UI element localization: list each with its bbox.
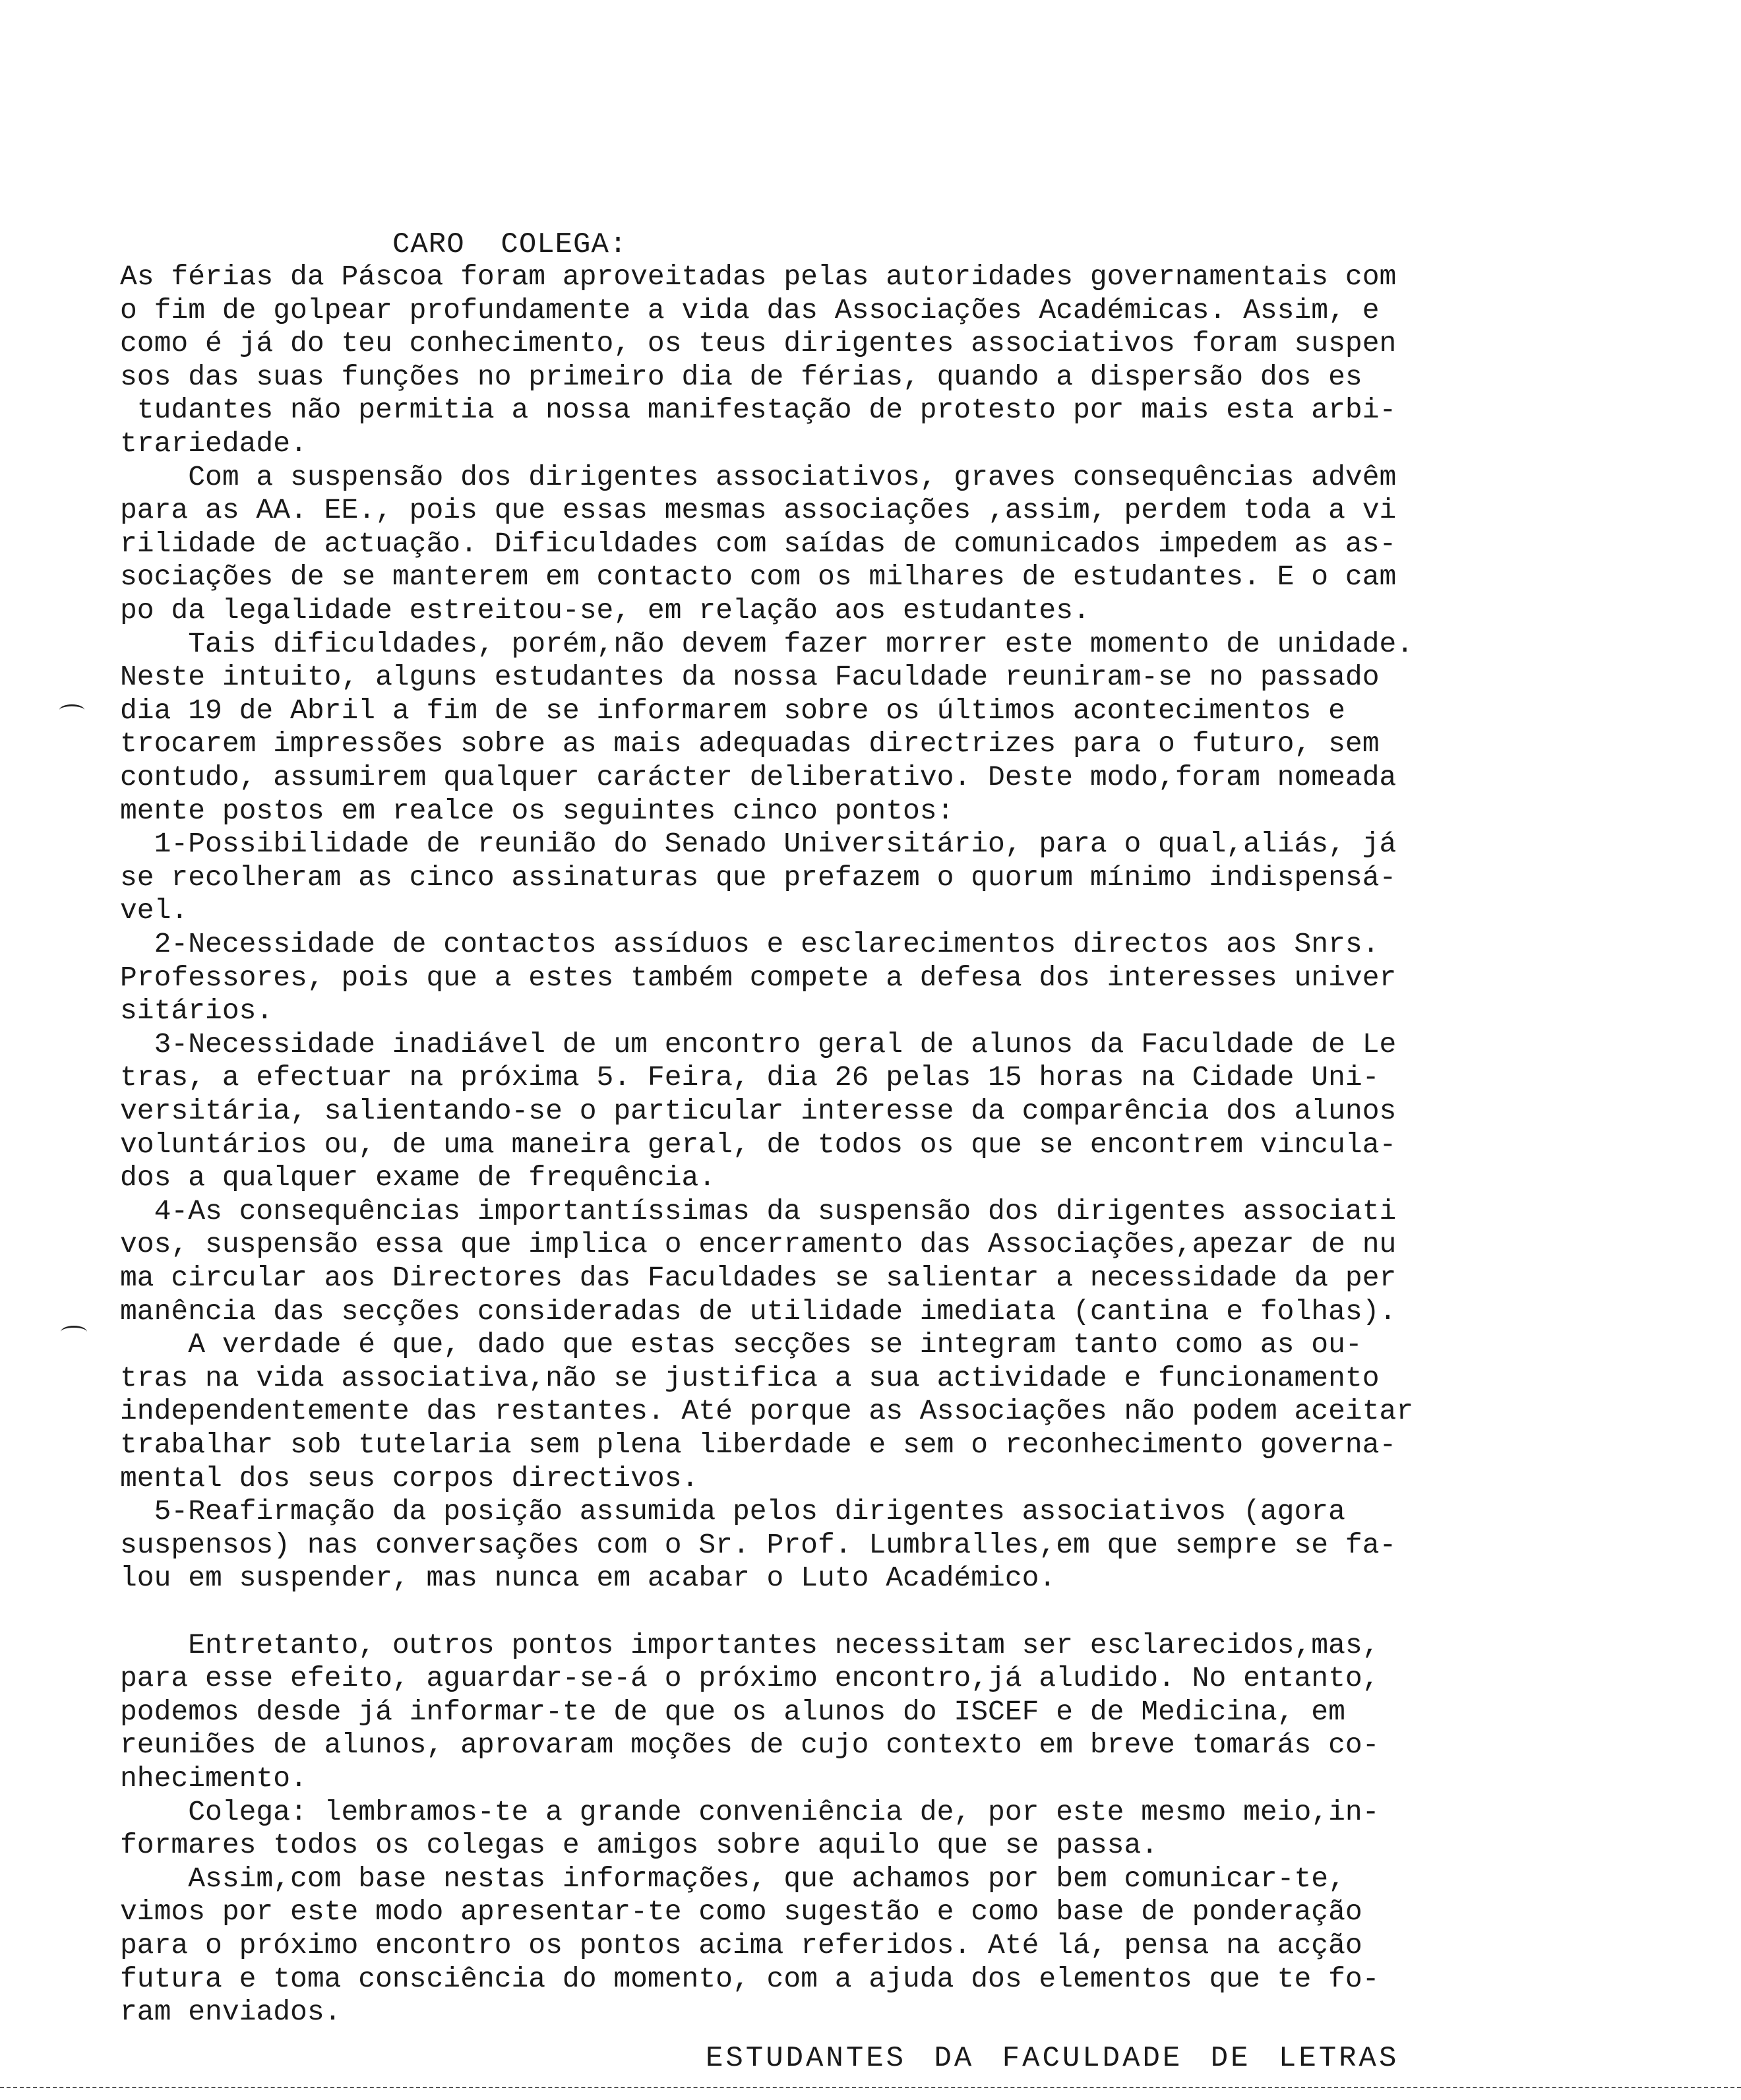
text-line: Com a suspensão dos dirigentes associativos, graves consequências advêm — [120, 461, 1397, 493]
text-line: 1-Possibilidade de reunião do Senado Universitário, para o qual,aliás, já — [120, 828, 1397, 860]
text-line: Colega: lembramos-te a grande conveniência de, por este mesmo meio,in- — [120, 1796, 1380, 1828]
text-line: futura e toma consciência do momento, com a ajuda dos elementos que te fo- — [120, 1963, 1380, 1995]
text-line: trocarem impressões sobre as mais adequadas directrizes para o futuro, sem — [120, 727, 1380, 760]
text-line: para o próximo encontro os pontos acima referidos. Até lá, pensa na acção — [120, 1929, 1362, 1961]
text-line: podemos desde já informar-te de que os alunos do ISCEF e de Medicina, em — [120, 1696, 1345, 1728]
text-line: mental dos seus corpos directivos. — [120, 1462, 699, 1495]
text-line: dia 19 de Abril a fim de se informarem sobre os últimos acontecimentos e — [120, 695, 1345, 727]
text-line: 4-As consequências importantíssimas da suspensão dos dirigentes associati — [120, 1195, 1397, 1227]
greeting: CARO COLEGA: — [392, 228, 628, 261]
text-line: tras, a efectuar na próxima 5. Feira, dia 26 pelas 15 horas na Cidade Uni- — [120, 1061, 1380, 1094]
text-line: dos a qualquer exame de frequência. — [120, 1161, 716, 1194]
text-line: vos, suspensão essa que implica o encerramento das Associações,apezar de nu — [120, 1228, 1397, 1260]
signature: ESTUDANTES DA FACULDADE DE LETRAS — [706, 2042, 1399, 2075]
margin-mark — [61, 1326, 87, 1338]
text-line: manência das secções consideradas de utilidade imediata (cantina e folhas). — [120, 1295, 1397, 1328]
text-line: 2-Necessidade de contactos assíduos e esclarecimentos directos aos Snrs. — [120, 928, 1380, 960]
text-line: reuniões de alunos, aprovaram moções de cujo contexto em breve tomarás co- — [120, 1729, 1380, 1761]
text-line: suspensos) nas conversações com o Sr. Prof. Lumbralles,em que sempre se fa- — [120, 1529, 1397, 1561]
text-line: po da legalidade estreitou-se, em relação aos estudantes. — [120, 594, 1090, 627]
text-line: trabalhar sob tutelaria sem plena liberdade e sem o reconhecimento governa- — [120, 1429, 1397, 1461]
text-line: nhecimento. — [120, 1762, 307, 1795]
text-line: 3-Necessidade inadiável de um encontro geral de alunos da Faculdade de Le — [120, 1028, 1397, 1061]
page-edge — [0, 2087, 1741, 2088]
text-line: sos das suas funções no primeiro dia de férias, quando a dispersão dos es — [120, 361, 1362, 393]
text-line: ma circular aos Directores das Faculdades se salientar a necessidade da per — [120, 1262, 1397, 1294]
text-line: formares todos os colegas e amigos sobre aquilo que se passa. — [120, 1829, 1159, 1861]
text-line: para as AA. EE., pois que essas mesmas associações ,assim, perdem toda a vi — [120, 494, 1397, 526]
text-line: Entretanto, outros pontos importantes necessitam ser esclarecidos,mas, — [120, 1629, 1380, 1661]
text-line: se recolheram as cinco assinaturas que prefazem o quorum mínimo indispensá- — [120, 861, 1397, 894]
text-line: Assim,com base nestas informações, que achamos por bem comunicar-te, — [120, 1863, 1345, 1895]
text-line: independentemente das restantes. Até porque as Associações não podem aceitar — [120, 1395, 1414, 1427]
text-line: rilidade de actuação. Dificuldades com saídas de comunicados impedem as as- — [120, 528, 1397, 560]
text-line: Neste intuito, alguns estudantes da nossa Faculdade reuniram-se no passado — [120, 661, 1380, 693]
text-line: lou em suspender, mas nunca em acabar o Luto Académico. — [120, 1562, 1056, 1594]
text-line: A verdade é que, dado que estas secções se integram tanto como as ou- — [120, 1328, 1362, 1361]
text-line: 5-Reafirmação da posição assumida pelos dirigentes associativos (agora — [120, 1495, 1345, 1528]
text-line: As férias da Páscoa foram aproveitadas pelas autoridades governamentais com — [120, 261, 1397, 293]
text-line: contudo, assumirem qualquer carácter deliberativo. Deste modo,foram nomeada — [120, 761, 1397, 793]
text-line: trariedade. — [120, 427, 307, 460]
text-line: como é já do teu conhecimento, os teus dirigentes associativos foram suspen — [120, 327, 1397, 359]
text-line: Tais dificuldades, porém,não devem fazer morrer este momento de unidade. — [120, 628, 1414, 660]
text-line: voluntários ou, de uma maneira geral, de todos os que se encontrem vincula- — [120, 1128, 1397, 1161]
text-line: ram enviados. — [120, 1996, 342, 2028]
text-line: o fim de golpear profundamente a vida das Associações Académicas. Assim, e — [120, 294, 1380, 326]
text-line: sitários. — [120, 995, 274, 1027]
text-line: sociações de se manterem em contacto com os milhares de estudantes. E o cam — [120, 561, 1397, 593]
margin-mark — [59, 704, 84, 716]
text-line: mente postos em realce os seguintes cinco pontos: — [120, 795, 954, 827]
text-line: vimos por este modo apresentar-te como sugestão e como base de ponderação — [120, 1896, 1362, 1928]
text-line: para esse efeito, aguardar-se-á o próximo encontro,já aludido. No entanto, — [120, 1662, 1380, 1694]
text-line: tudantes não permitia a nossa manifestação de protesto por mais esta arbi- — [120, 394, 1397, 426]
text-line: vel. — [120, 894, 189, 927]
text-line: Professores, pois que a estes também compete a defesa dos interesses univer — [120, 962, 1397, 994]
text-line: tras na vida associativa,não se justifica a sua actividade e funcionamento — [120, 1362, 1380, 1394]
text-line: versitária, salientando-se o particular interesse da comparência dos alunos — [120, 1095, 1397, 1127]
